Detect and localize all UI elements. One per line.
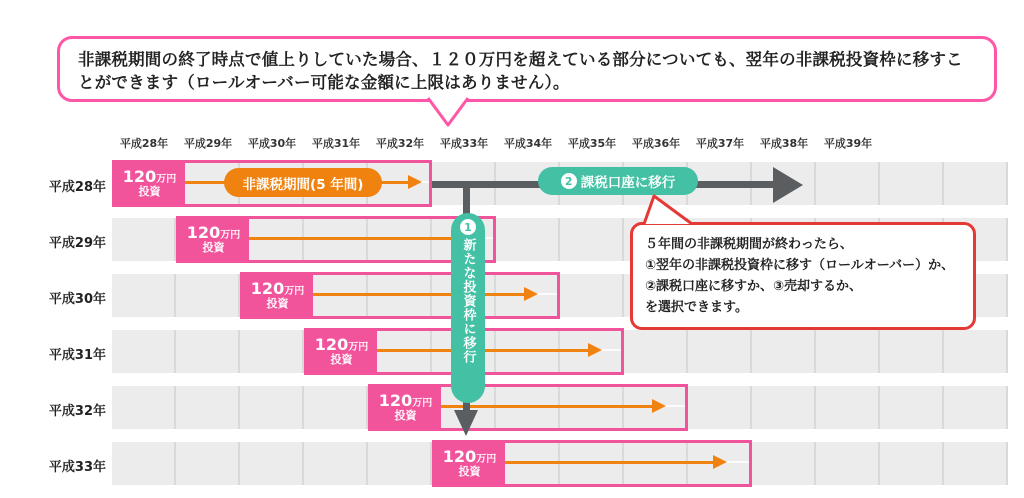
rollover-ribbon-label: 新たな投資枠に移行 xyxy=(460,238,476,364)
rollover-callout xyxy=(57,36,997,102)
column-header: 平成30年 xyxy=(247,137,297,150)
investment-cell xyxy=(178,218,249,261)
tax-free-arrow-head xyxy=(524,287,538,301)
column-header: 平成36年 xyxy=(631,137,681,150)
taxable-account-pill xyxy=(538,167,698,195)
row-label: 平成33年 xyxy=(48,460,106,475)
investment-amount: 120万円 xyxy=(378,390,433,410)
taxable-arrow-head xyxy=(773,167,803,203)
row-label: 平成29年 xyxy=(48,236,106,251)
row-label: 平成30年 xyxy=(48,292,106,307)
row-label: 平成32年 xyxy=(48,404,106,419)
row-label: 平成28年 xyxy=(48,180,106,195)
tax-free-arrow-head xyxy=(408,175,422,189)
options-callout-line: ②課税口座に移すか、③売却するか、 xyxy=(645,279,863,295)
investment-cell xyxy=(434,442,505,485)
investment-amount: 120万円 xyxy=(122,166,177,186)
column-header: 平成37年 xyxy=(695,137,745,150)
number-1-icon: 1 xyxy=(460,219,476,235)
investment-cell xyxy=(306,330,377,373)
options-callout-line: を選択できます。 xyxy=(645,300,748,316)
investment-label: 投資 xyxy=(458,465,481,479)
tax-free-period-pill: 非課税期間(5 年間) xyxy=(224,168,382,197)
number-2-icon: 2 xyxy=(561,173,577,189)
investment-label: 投資 xyxy=(202,241,225,255)
options-callout-line: ①翌年の非課税投資枠に移す（ロールオーバー）か、 xyxy=(645,258,955,274)
tax-free-arrow-head xyxy=(652,399,666,413)
tax-free-arrow-head xyxy=(713,455,727,469)
options-callout xyxy=(630,222,976,330)
investment-label: 投資 xyxy=(394,409,417,423)
rollover-arrow-head xyxy=(454,410,478,436)
callout-tail-down-icon xyxy=(418,96,478,128)
column-header: 平成35年 xyxy=(567,137,617,150)
investment-cell xyxy=(370,386,441,429)
investment-amount: 120万円 xyxy=(250,278,305,298)
rollover-ribbon xyxy=(451,213,485,403)
investment-label: 投資 xyxy=(330,353,353,367)
column-header: 平成31年 xyxy=(311,137,361,150)
tax-free-arrow-line xyxy=(313,293,524,296)
investment-cell xyxy=(242,274,313,317)
rollover-callout-text: 非課税期間の終了時点で値上りしていた場合、１２０万円を超えている部分についても、翌年の非課税投資枠に移すことができます（ロールオーバー可能な金額に上限はありません）。 xyxy=(78,50,963,93)
tax-free-arrow-line xyxy=(441,405,652,408)
investment-amount: 120万円 xyxy=(314,334,369,354)
callout-tail-up-icon xyxy=(638,194,702,226)
tax-free-arrow-line xyxy=(505,461,713,464)
column-header: 平成33年 xyxy=(439,137,489,150)
tax-free-arrow-line xyxy=(249,237,458,240)
column-header: 平成39年 xyxy=(823,137,873,150)
column-header: 平成28年 xyxy=(119,137,169,150)
investment-amount: 120万円 xyxy=(442,446,497,466)
investment-label: 投資 xyxy=(138,185,161,199)
column-header: 平成29年 xyxy=(183,137,233,150)
taxable-account-pill-label: 課税口座に移行 xyxy=(580,175,676,191)
tax-free-arrow-head xyxy=(588,343,602,357)
row-label: 平成31年 xyxy=(48,348,106,363)
column-header: 平成34年 xyxy=(503,137,553,150)
investment-amount: 120万円 xyxy=(186,222,241,242)
investment-label: 投資 xyxy=(266,297,289,311)
options-callout-line: ５年間の非課税期間が終わったら、 xyxy=(645,237,853,252)
investment-cell xyxy=(114,162,185,205)
column-header: 平成32年 xyxy=(375,137,425,150)
column-header: 平成38年 xyxy=(759,137,809,150)
